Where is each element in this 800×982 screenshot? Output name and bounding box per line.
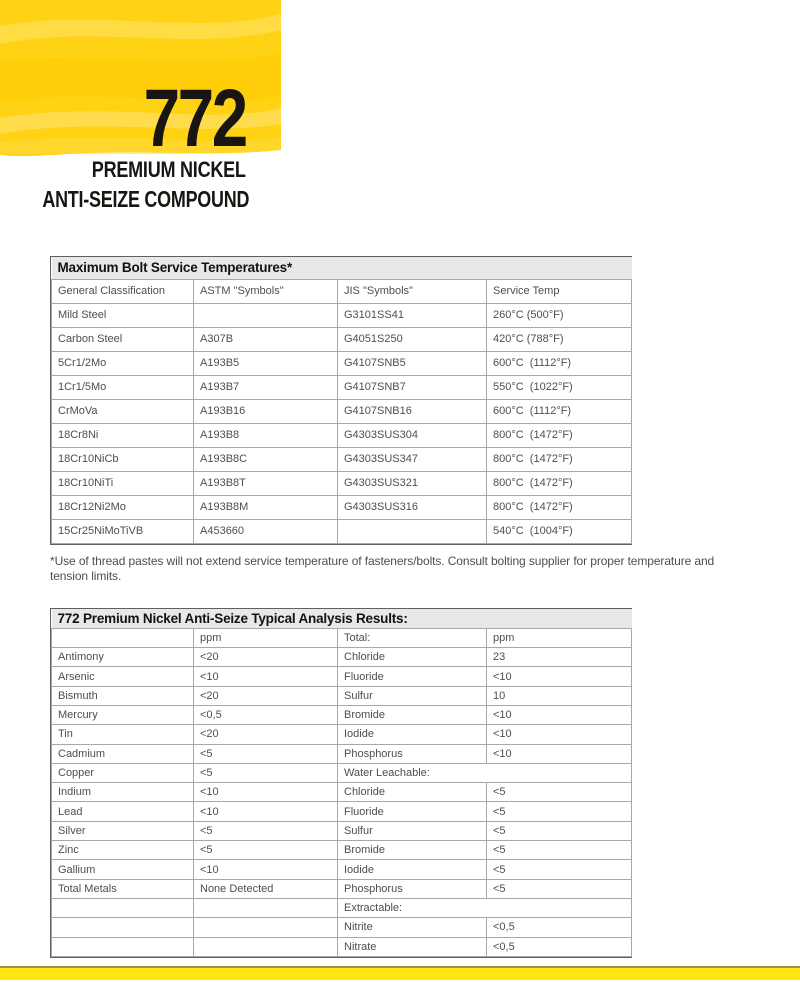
- table-row: [52, 705, 632, 724]
- brand-header: [0, 0, 281, 224]
- table-cell: <10: [487, 725, 632, 744]
- table-cell: Nitrate: [338, 937, 487, 956]
- table-cell: [194, 937, 338, 956]
- table-cell: General Classification: [52, 279, 194, 303]
- table-cell: Mercury: [52, 705, 194, 724]
- table-cell: Water Leachable:: [338, 763, 632, 782]
- table-cell: 18Cr8Ni: [52, 423, 194, 447]
- table-cell: 15Cr25NiMoTiVB: [52, 519, 194, 543]
- bolt-service-temperatures-table: [50, 256, 632, 545]
- table-row: [52, 783, 632, 802]
- table-cell: 550°C (1022°F): [487, 375, 632, 399]
- table-row: [52, 327, 632, 351]
- table-cell: ppm: [194, 628, 338, 647]
- table-cell: Bismuth: [52, 686, 194, 705]
- table-cell: A193B5: [194, 351, 338, 375]
- table-cell: G4303SUS304: [338, 423, 487, 447]
- table-row: [52, 648, 632, 667]
- table-row: [52, 802, 632, 821]
- table-cell: 1Cr1/5Mo: [52, 375, 194, 399]
- table-cell: Chloride: [338, 783, 487, 802]
- table-cell: Silver: [52, 821, 194, 840]
- table-cell: <10: [487, 744, 632, 763]
- table-row: [52, 937, 632, 956]
- table-cell: A193B8M: [194, 495, 338, 519]
- table-row: [52, 351, 632, 375]
- table-cell: G4107SNB7: [338, 375, 487, 399]
- table-cell: [194, 918, 338, 937]
- table-cell: Total:: [338, 628, 487, 647]
- table-cell: Extractable:: [338, 898, 632, 917]
- footnote: [50, 554, 730, 584]
- table-row: [52, 821, 632, 840]
- table-title: 772 Premium Nickel Anti-Seize Typical Analysis Results:: [52, 609, 632, 628]
- table-cell: A193B16: [194, 399, 338, 423]
- table-cell: Fluoride: [338, 667, 487, 686]
- table-cell: <20: [194, 686, 338, 705]
- table-cell: Gallium: [52, 860, 194, 879]
- table-cell: G3101SS41: [338, 303, 487, 327]
- table-cell: 18Cr10NiCb: [52, 447, 194, 471]
- table-cell: JIS "Symbols": [338, 279, 487, 303]
- footnote-line1: *Use of thread pastes will not extend service temperature of fasteners/bolts. Consult bolting supplier for proper temperature and: [50, 554, 715, 568]
- table-row: [52, 686, 632, 705]
- table-cell: <0,5: [194, 705, 338, 724]
- table-cell: <5: [487, 879, 632, 898]
- table-row: [52, 841, 632, 860]
- table-row: [52, 860, 632, 879]
- table-cell: <0,5: [487, 918, 632, 937]
- table-cell: G4303SUS347: [338, 447, 487, 471]
- table-cell: 18Cr12Ni2Mo: [52, 495, 194, 519]
- table-cell: G4107SNB5: [338, 351, 487, 375]
- table-cell: <10: [194, 667, 338, 686]
- table-row: [52, 725, 632, 744]
- table-cell: 800°C (1472°F): [487, 423, 632, 447]
- table-row: [52, 303, 632, 327]
- table-cell: Bromide: [338, 841, 487, 860]
- table-cell: A307B: [194, 327, 338, 351]
- table-cell: Iodide: [338, 860, 487, 879]
- table-cell: [194, 303, 338, 327]
- table-cell: None Detected: [194, 879, 338, 898]
- table-cell: Zinc: [52, 841, 194, 860]
- table-cell: A453660: [194, 519, 338, 543]
- table-row: [52, 918, 632, 937]
- table-header-row: [52, 279, 632, 303]
- table-cell: 5Cr1/2Mo: [52, 351, 194, 375]
- product-tagline-line2: ANTI-SEIZE COMPOUND: [42, 186, 249, 212]
- table-cell: G4051S250: [338, 327, 487, 351]
- table-cell: [194, 898, 338, 917]
- table-cell: <10: [487, 667, 632, 686]
- table-cell: 260°C (500°F): [487, 303, 632, 327]
- table-cell: 540°C (1004°F): [487, 519, 632, 543]
- table-cell: <5: [487, 802, 632, 821]
- table-row: [52, 763, 632, 782]
- table-cell: [52, 898, 194, 917]
- table-cell: Mild Steel: [52, 303, 194, 327]
- table-row: [52, 495, 632, 519]
- table-cell: Carbon Steel: [52, 327, 194, 351]
- table-cell: Sulfur: [338, 821, 487, 840]
- table-cell: Copper: [52, 763, 194, 782]
- table-cell: Iodide: [338, 725, 487, 744]
- table-cell: <10: [194, 783, 338, 802]
- table-cell: Fluoride: [338, 802, 487, 821]
- typical-analysis-results-table: [50, 608, 632, 958]
- table-cell: <10: [487, 705, 632, 724]
- table-cell: <10: [194, 860, 338, 879]
- table-cell: Phosphorus: [338, 879, 487, 898]
- table-cell: <5: [194, 744, 338, 763]
- table-cell: A193B8: [194, 423, 338, 447]
- table-cell: [52, 937, 194, 956]
- table-cell: 800°C (1472°F): [487, 447, 632, 471]
- table-row: [52, 898, 632, 917]
- table-cell: Cadmium: [52, 744, 194, 763]
- table-cell: Chloride: [338, 648, 487, 667]
- table-title-row: [52, 257, 632, 279]
- table-cell: ASTM "Symbols": [194, 279, 338, 303]
- table-cell: A193B8T: [194, 471, 338, 495]
- table-cell: <5: [194, 841, 338, 860]
- table-cell: A193B8C: [194, 447, 338, 471]
- table-cell: Service Temp: [487, 279, 632, 303]
- table-cell: G4303SUS321: [338, 471, 487, 495]
- table-cell: 600°C (1112°F): [487, 351, 632, 375]
- table-cell: 10: [487, 686, 632, 705]
- table-cell: CrMoVa: [52, 399, 194, 423]
- table-cell: ppm: [487, 628, 632, 647]
- table-cell: Arsenic: [52, 667, 194, 686]
- table-cell: <20: [194, 725, 338, 744]
- footnote-line2: tension limits.: [50, 569, 122, 583]
- table-cell: 600°C (1112°F): [487, 399, 632, 423]
- table-cell: <5: [487, 841, 632, 860]
- table-cell: Total Metals: [52, 879, 194, 898]
- table-cell: 800°C (1472°F): [487, 471, 632, 495]
- table-cell: <20: [194, 648, 338, 667]
- table-cell: <5: [487, 821, 632, 840]
- table-cell: Tin: [52, 725, 194, 744]
- table-cell: 800°C (1472°F): [487, 495, 632, 519]
- table-row: [52, 375, 632, 399]
- table-cell: 420°C (788°F): [487, 327, 632, 351]
- table-row: [52, 471, 632, 495]
- table-title-row: [52, 609, 632, 628]
- table-cell: <0,5: [487, 937, 632, 956]
- table-cell: A193B7: [194, 375, 338, 399]
- table-cell: <5: [194, 763, 338, 782]
- table-cell: [338, 519, 487, 543]
- table-cell: G4303SUS316: [338, 495, 487, 519]
- analysis-table: [51, 609, 632, 957]
- table-cell: Sulfur: [338, 686, 487, 705]
- table-title: Maximum Bolt Service Temperatures*: [52, 257, 632, 279]
- table-cell: <5: [487, 860, 632, 879]
- table-cell: [52, 918, 194, 937]
- table-cell: 23: [487, 648, 632, 667]
- table-row: [52, 423, 632, 447]
- product-number: 772: [143, 73, 246, 164]
- table-cell: Bromide: [338, 705, 487, 724]
- table-cell: <5: [194, 821, 338, 840]
- table-cell: Lead: [52, 802, 194, 821]
- table-row: [52, 879, 632, 898]
- table-cell: G4107SNB16: [338, 399, 487, 423]
- product-tagline-line1: PREMIUM NICKEL: [92, 157, 246, 182]
- table-row: [52, 399, 632, 423]
- table-cell: 18Cr10NiTi: [52, 471, 194, 495]
- table-row: [52, 667, 632, 686]
- table-cell: Nitrite: [338, 918, 487, 937]
- table-cell: Phosphorus: [338, 744, 487, 763]
- table-cell: [52, 628, 194, 647]
- bolt-table: [51, 257, 632, 544]
- footer-accent-bar: [0, 966, 800, 980]
- table-cell: Antimony: [52, 648, 194, 667]
- table-row: [52, 744, 632, 763]
- table-cell: <5: [487, 783, 632, 802]
- table-cell: Indium: [52, 783, 194, 802]
- table-row: [52, 447, 632, 471]
- table-row: [52, 628, 632, 647]
- table-cell: <10: [194, 802, 338, 821]
- table-row: [52, 519, 632, 543]
